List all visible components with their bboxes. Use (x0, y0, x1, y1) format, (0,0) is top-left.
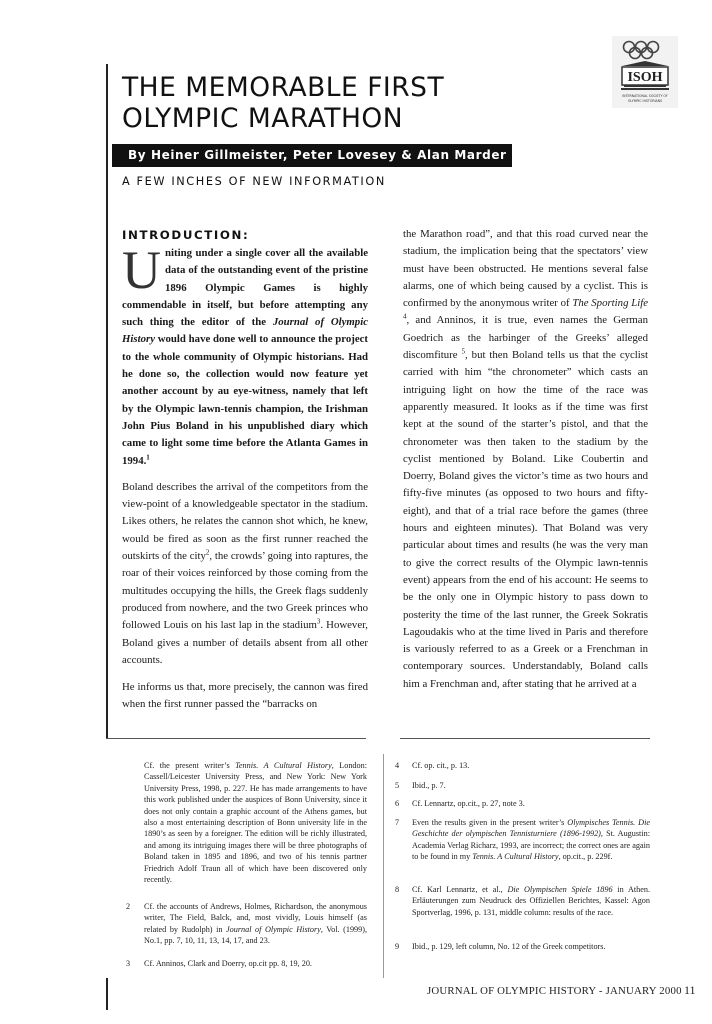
title-line-1: THE MEMORABLE FIRST (122, 72, 445, 103)
margin-rule (106, 64, 108, 738)
para-text: , but then Boland tells us that the cyclist carried with him “the chronometer” which casts an intriguing light on how the time of the race was apparently measured. It looks as if the time was first kept at the sound of the starter’s pistol, and that the chronometer was then taken to the stadium by the cyclist mentioned by Boland. Like Coubertin and Doerry, Boland gives the victor’s time as two hours and fifty-five minutes (as opposed to two hours and fifty-eight), and that of a trial race before the games (three hours and eighteen minutes). That Boland was very particular about times and results (he was the very man to give the correct results of the Olympic lawn-tennis event) appears from the end of his account: He seems to be the only one in Olympic history to pass down to posterity the time of the last runner, the Greek Sokratis Lagoudakis who at the time lived in Paris and therefore is variously referred to as a Greek or a Frenchman in contemporary sources. Understandably, Boland calls him a Frenchman and, after stating that he arrived at a (403, 349, 649, 690)
footnote-1 (126, 760, 367, 885)
right-column (403, 226, 648, 693)
footnote-text: , St. Augustin: Academia Verlag Richarz, 1993, are incorrect; the correct ones are again to be found in my (412, 829, 650, 862)
footnote-ref: 3 (316, 617, 321, 626)
para-text: the Marathon road”, and that this road curved near the stadium, the implication being that the spectators’ view must have been obstructed. He mentions several false alarms, one of which being caused by a cyclist. This is confirmed by the anonymous writer of (403, 228, 648, 310)
footnote-italic: Tennis. A Cultural History (235, 761, 332, 770)
footnote-ref: 2 (205, 548, 210, 557)
lead-text-1: niting under a single cover all the available data of the outstanding event of the pristine 1896 Olympic Games is highly commendable in itself, but before attempting any such thing the editor of the (122, 247, 368, 329)
footnote-text: Cf. Anninos, Clark and Doerry, op.cit pp. 8, 19, 20. (144, 959, 312, 968)
footnote-text: , London: Cassell/Leicester University Press, and New York: New York University Press, 1998, p. 227. He has made arrangements to have this work published under the auspices of Bonn University, since it does not only contain a graphic account of the Athens games, but also a most entertaining description of Bonn university life in the 1890’s as seen by a foreigner. The edition will be richly illustrated, and among its intriguing images there will be three photographs of Boland taken in 1895 and 1896, and two of his tennis partner Friedrich Adolf Traun all of which have been discovered only recently. (144, 761, 367, 885)
section-heading: INTRODUCTION: (122, 228, 250, 242)
footnote-text: Cf. Lennartz, op.cit., p. 27, note 3. (412, 799, 525, 808)
footnote-text: , Vol. (1999), No.1, pp. 7, 10, 11, 13, 14, 17, and 23. (144, 924, 368, 946)
article-title (122, 72, 552, 134)
footnote-ref: 4 (403, 312, 407, 321)
footnote-text: Cf. the present writer’s (144, 761, 236, 770)
footnote-text: , op.cit., p. 229f. (558, 852, 613, 862)
footnote-italic: Olympisches Tennis. Die Geschichte der olympischen Tennisturniere (1896-1992) (412, 818, 650, 839)
logo-caption-1: INTERNATIONAL SOCIETY OF (622, 94, 668, 98)
footnote-number: 2 (126, 902, 131, 911)
footnote-text: Cf. Karl Lennartz, et al., (412, 885, 508, 894)
footnote-4 (395, 760, 650, 771)
isoh-logo (612, 36, 678, 108)
footnote-number: 6 (395, 799, 400, 808)
lead-text-2: would have done well to announce the project to the whole community of Olympic historians. Had he done so, the collection would now feature yet another account by au eye-witness, namely that left by the Olympic lawn-tennis champion, the Irishman John Pius Boland in his unpublished diary which came to light some time before the Atlanta Games in 1994. (122, 333, 368, 467)
footnote-2 (126, 901, 367, 947)
footnote-number: 8 (395, 885, 400, 894)
article-subtitle: A FEW INCHES OF NEW INFORMATION (122, 175, 386, 188)
footnote-italic: Tennis. A Cultural History (472, 852, 559, 862)
lead-paragraph (122, 240, 368, 470)
footnote-text: Ibid., p. 7. (412, 781, 446, 790)
lead-journal-title: Journal of Olympic History (122, 316, 368, 346)
byline-bar: By Heiner Gillmeister, Peter Lovesey & Alan Marder (112, 144, 512, 167)
footnote-number: 4 (395, 761, 400, 770)
footnote-number: 9 (395, 942, 400, 951)
footnote-text: Cf. the accounts of Andrews, Holmes, Richardson, the anonymous writer, The Field, Balck, and, most vividly, Louis himself (as related by Rudolph) in (144, 902, 367, 934)
footnote-text: Ibid., p. 129, left column, No. 12 of the Greek competitors. (412, 942, 606, 951)
publication-title: The Sporting Life (572, 297, 649, 310)
footer-rule (106, 978, 108, 1010)
left-column (122, 240, 368, 714)
footnote-ref: 1 (146, 452, 150, 461)
olympic-rings-icon (612, 36, 678, 108)
para-text: Boland describes the arrival of the competitors from the view-point of a knowledgeable spectator in the stadium. Likes others, he relates the cannon shot which, he knew, would be fired as soon as the first runner reached the outskirts of the city (122, 480, 368, 563)
footnote-text: Even the results given in the present writer’s (412, 818, 568, 827)
footnote-separator (106, 738, 366, 739)
para-text: . However, Boland gives a number of details absent from all other accounts. (122, 619, 368, 666)
footnote-divider (383, 754, 384, 978)
paragraph (122, 479, 368, 669)
footnote-3 (126, 958, 367, 969)
footnote-9 (395, 941, 650, 952)
logo-text: ISOH (627, 70, 663, 85)
footnote-6 (395, 798, 650, 809)
footnote-number: 5 (395, 781, 400, 790)
footnote-italic: Die Olympischen Spiele 1896 (507, 885, 613, 894)
footnote-7 (395, 817, 650, 863)
paragraph (403, 226, 648, 693)
journal-footer: JOURNAL OF OLYMPIC HISTORY - JANUARY 2000 (427, 985, 682, 997)
logo-caption-2: OLYMPIC HISTORIANS (627, 99, 663, 103)
footnote-text: Cf. op. cit., p. 13. (412, 761, 470, 770)
footnote-number: 7 (395, 818, 400, 827)
footnote-8 (395, 884, 650, 918)
page-number: 11 (684, 983, 696, 997)
footnote-ref: 5 (461, 347, 466, 356)
footnote-number: 3 (126, 959, 131, 968)
para-text: , the crowds’ going into raptures, the roar of their voices reinforced by those coming from the multitudes occupying the hills, the Greek flags suddenly produced from nowhere, and the two Greek princes who followed Louis on his last lap in the stadium (122, 550, 368, 632)
footnote-5 (395, 780, 650, 791)
paragraph: He informs us that, more precisely, the cannon was fired when the first runner passed the “barracks on (122, 681, 368, 711)
title-line-2: OLYMPIC MARATHON (122, 103, 404, 134)
para-text: , and Anninos, it is true, even names the German Goedrich as the harbinger of the Greeks’ alleged discomfiture (403, 314, 648, 362)
drop-cap: U (122, 240, 161, 300)
footnote-text: in Athen. Erläuterungen zum Neudruck des Offiziellen Berichtes, Kassel: Agon Sportverlag, 1996, p. 131, middle column: results of the race. (412, 885, 650, 917)
footnote-separator (400, 738, 650, 739)
footnote-italic: Journal of Olympic History (226, 924, 321, 934)
